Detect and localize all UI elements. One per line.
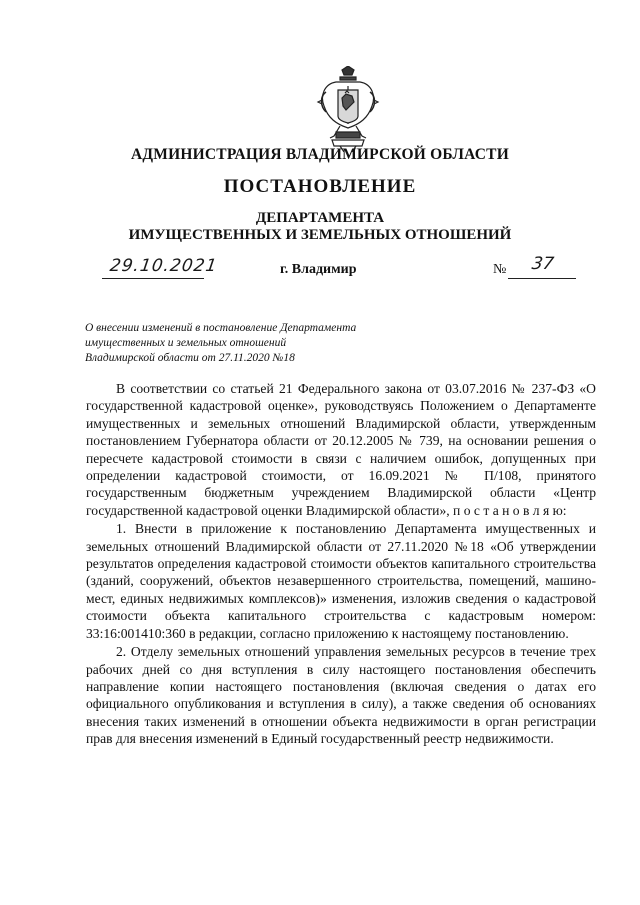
date-underline [102, 278, 204, 279]
organization-title: АДМИНИСТРАЦИЯ ВЛАДИМИРСКОЙ ОБЛАСТИ [131, 146, 509, 163]
document-body [86, 380, 596, 748]
subject-line: имущественных и земельных отношений [85, 337, 287, 349]
number-underline [508, 278, 576, 279]
subject-line: О внесении изменений в постановление Департамента [85, 322, 357, 334]
document-type-title: ПОСТАНОВЛЕНИЕ [223, 176, 417, 197]
vladimir-region-coat-of-arms-icon [316, 66, 380, 152]
city-label: г. Владимир [280, 262, 357, 277]
body-paragraph-item-1: 1. Внести в приложение к постановлению Департамента имущественных и земельных отношений Владимирской области от 27.11.2020 №18 «Об утверждении результатов определения кадастровой стоимости объектов капитального строительства (зданий, сооружений, объектов незавершенного строительства, помещений, машино-мест, единых недвижимых комплексов)» изменения, изложив сведения о кадастровой стоимости объекта капитального строительства с кадастровым номером: 33:16:001410:360 в редакции, согласно приложению к настоящему постановлению. [86, 521, 596, 641]
handwritten-date: 29.10.2021 [108, 256, 219, 276]
handwritten-number: 37 [530, 254, 556, 274]
body-paragraph-preamble: В соответствии со статьей 21 Федерального закона от 03.07.2016 № 237-ФЗ «О государственной кадастровой оценке», руководствуясь Положением о Департаменте имущественных и земельных отношений Владимирской области, утвержденным постановлением Губернатора области от 20.12.2005 № 739, на основании решения о пересчете кадастровой стоимости в связи с наличием ошибок, допущенных при определении кадастровой стоимости, от 16.09.2021 № П/108, принятого государственным бюджетным учреждением Владимирской области «Центр государственной кадастровой оценки Владимирской области», п о с т а н о в л я ю: [86, 381, 596, 518]
number-label: № [493, 262, 507, 277]
department-title-line1: ДЕПАРТАМЕНТА [255, 210, 385, 226]
document-subject [85, 321, 405, 366]
body-paragraph-item-2: 2. Отделу земельных отношений управления земельных ресурсов в течение трех рабочих дней со дня вступления в силу настоящего постановления обеспечить направление копии настоящего постановления (включая сведения о датах его официального опубликования и вступления в силу), а также сведения об основаниях внесения таких изменений в отношении объекта недвижимости в орган регистрации прав для внесения изменений в Единый государственный реестр недвижимости. [86, 644, 596, 747]
subject-line: Владимирской области от 27.11.2020 №18 [85, 352, 295, 364]
document-meta-row [0, 256, 640, 282]
department-title-line2: ИМУЩЕСТВЕННЫХ И ЗЕМЕЛЬНЫХ ОТНОШЕНИЙ [128, 227, 512, 243]
